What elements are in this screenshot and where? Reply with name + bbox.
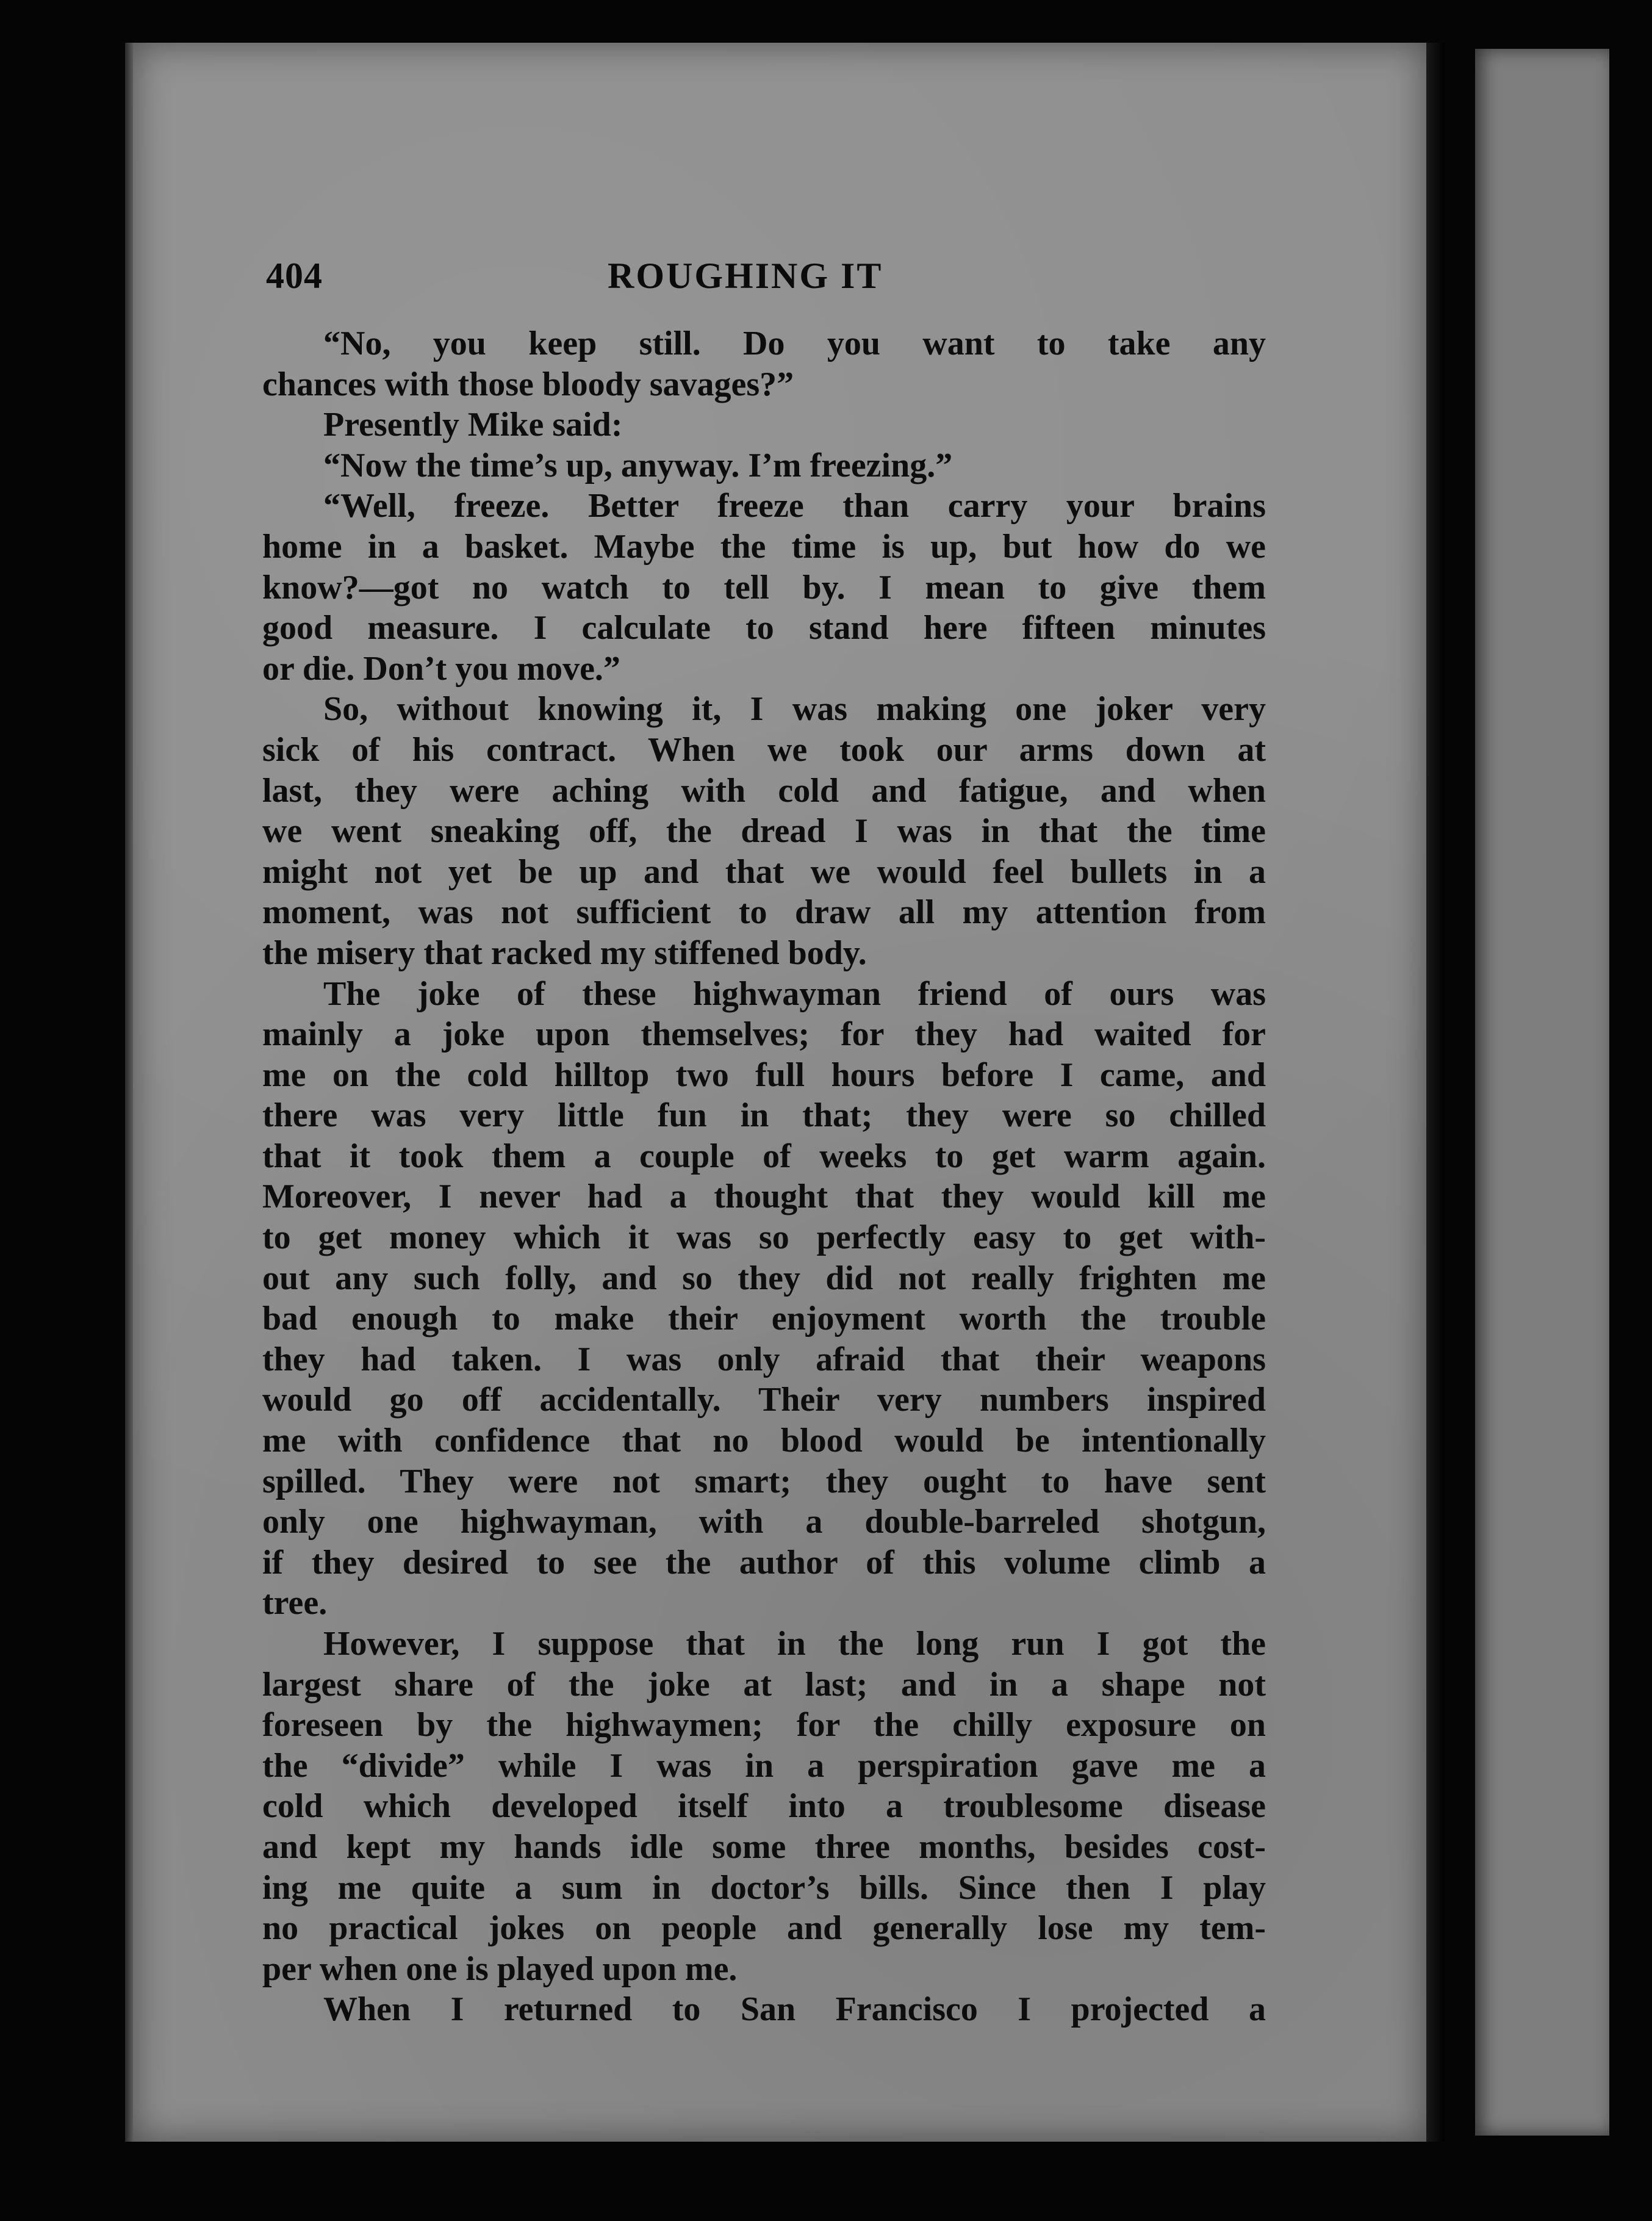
text-line: there was very little fun in that; they were so chilled (262, 1096, 1266, 1135)
text-line: last, they were aching with cold and fatigue, and when (262, 771, 1266, 810)
text-line: we went sneaking off, the dread I was in that the time (262, 812, 1266, 851)
text-line: they had taken. I was only afraid that their weapons (262, 1340, 1266, 1378)
text-line: bad enough to make their enjoyment worth the trouble (262, 1300, 1266, 1338)
text-line: would go off accidentally. Their very numbers inspired (262, 1381, 1266, 1419)
page-number: 404 (266, 256, 323, 296)
text-line: cold which developed itself into a troublesome disease (262, 1787, 1266, 1826)
text-line: me with confidence that no blood would be intentionally (262, 1422, 1266, 1460)
text-line: might not yet be up and that we would feel bullets in a (262, 852, 1266, 891)
text-line: So, without knowing it, I was making one joker very (323, 690, 1266, 729)
text-line: “Now the time’s up, anyway. I’m freezing.” (323, 446, 953, 484)
text-line: if they desired to see the author of this volume climb a (262, 1543, 1266, 1582)
body-text (262, 323, 1266, 2030)
text-line: no practical jokes on people and generally lose my tem- (262, 1909, 1266, 1948)
text-line: per when one is played upon me. (262, 1949, 738, 1988)
page-header (266, 255, 1273, 304)
text-line: moment, was not sufficient to draw all my attention from (262, 893, 1266, 932)
text-line: the misery that racked my stiffened body. (262, 934, 867, 972)
text-line: me on the cold hilltop two full hours before I came, and (262, 1056, 1266, 1094)
text-line: When I returned to San Francisco I projected a (323, 1990, 1266, 2029)
text-line: “No, you keep still. Do you want to take any (323, 325, 1266, 362)
text-line: However, I suppose that in the long run I got the (323, 1625, 1266, 1663)
page-gutter (1426, 43, 1445, 2142)
text-line: tree. (262, 1584, 328, 1622)
text-line: spilled. They were not smart; they ought to have sent (262, 1462, 1266, 1500)
text-line: only one highwayman, with a double-barreled shotgun, (262, 1503, 1266, 1541)
text-line: home in a basket. Maybe the time is up, but how do we (262, 527, 1266, 566)
text-line: largest share of the joke at last; and in a shape not (262, 1665, 1266, 1704)
text-line: out any such folly, and so they did not really frighten me (262, 1259, 1266, 1297)
text-line: the “divide” while I was in a perspiration gave me a (262, 1746, 1266, 1785)
text-line: mainly a joke upon themselves; for they had waited for (262, 1015, 1266, 1054)
text-line: foreseen by the highwaymen; for the chilly exposure on (262, 1706, 1266, 1744)
text-line: know?—got no watch to tell by. I mean to give them (262, 568, 1266, 607)
text-line: ing me quite a sum in doctor’s bills. Since then I play (262, 1868, 1266, 1907)
running-head: ROUGHING IT (608, 256, 883, 296)
text-line: sick of his contract. When we took our arms down at (262, 730, 1266, 769)
facing-page-edge (1475, 49, 1609, 2136)
text-line: The joke of these highwayman friend of ours was (323, 974, 1266, 1013)
text-line: to get money which it was so perfectly easy to get with- (262, 1218, 1266, 1257)
text-line: Presently Mike said: (323, 406, 623, 444)
text-line: or die. Don’t you move.” (262, 649, 620, 688)
text-line: chances with those bloody savages?” (262, 365, 794, 403)
text-line: Moreover, I never had a thought that they would kill me (262, 1178, 1266, 1216)
text-line: and kept my hands idle some three months, besides cost- (262, 1827, 1266, 1866)
text-line: “Well, freeze. Better freeze than carry your brains (323, 487, 1266, 525)
text-line: good measure. I calculate to stand here fifteen minutes (262, 609, 1266, 647)
text-line: that it took them a couple of weeks to get warm again. (262, 1137, 1266, 1175)
